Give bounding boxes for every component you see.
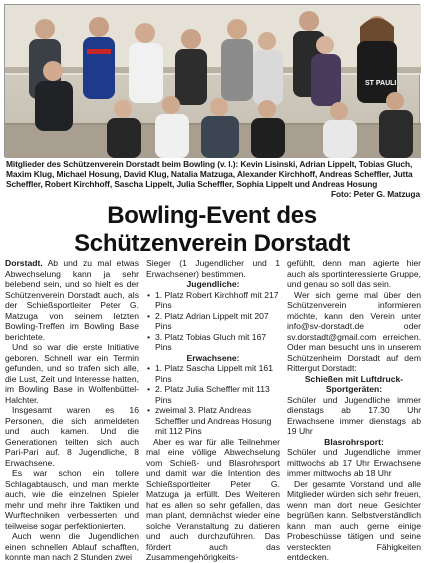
paragraph: gefühlt, denn man agierte hier auch als sportinteressierte Gruppe, und genau so soll das sein. [287, 258, 421, 289]
paragraph [5, 258, 139, 342]
ranking-item: • 2. Platz Julia Scheffler mit 113 Pins [146, 384, 280, 405]
group-photo-illustration [5, 5, 421, 158]
column-2 [146, 258, 280, 562]
headline-line-2: Schützenverein Dorstadt [74, 230, 350, 257]
subheading-erwachsene: Erwachsene: [186, 352, 240, 363]
subheading-jugendliche: Jugendliche: [186, 279, 240, 289]
paragraph: Schüler und Jugendliche immer mittwochs ab 17 Uhr Erwachsene immer mittwochs ab 18 Uhr [287, 447, 421, 478]
photo-credit: Foto: Peter G. Matzuga [331, 189, 420, 199]
dateline: Dorstadt. [5, 258, 43, 268]
paragraph: Und so war die erste Initiative geboren. Schnell war ein Termin gefunden, und so trafen sich alle, die Lust, Zeit und Interesse hatten, im Bowling Base in Wolfenbüttel-Halchter. [5, 342, 139, 405]
paragraph: Sieger (1 Jugendlicher und 1 Erwachsener) bestimmen. [146, 258, 280, 279]
column-3 [287, 258, 421, 562]
subheading-luftdruck: Schießen mit Luftdruck-Sportgeräten: [304, 373, 404, 394]
paragraph: Der gesamte Vorstand und alle Mitglieder würden sich sehr freuen, wenn man dort neue Gesichter begrüßen kann. Selbstverständlich kann man auch gerne einige Probeschüsse tätigen und seine versteckten Fähigkeiten entdecken. [287, 478, 421, 562]
caption-text: Mitglieder des Schützenverein Dorstadt beim Bowling (v. l.): Kevin Lisinski, Adrian Lippelt, Tobias Gluch, Maxim Klug, Michael Hosung, David Klug, Natalia Matzuga, Alexander Kirchhoff, Andreas Scheffler, Jutta Scheffler, Robert Kirchhoff, Sascha Lippelt, Julia Scheffler, Sophia Lippelt und Andreas Hosung [6, 159, 413, 189]
ranking-list-erwachsene [146, 363, 280, 437]
ranking-item: • 1. Platz Sascha Lippelt mit 161 Pins [146, 363, 280, 384]
group-photo [4, 4, 420, 157]
paragraph: Insgesamt waren es 16 Personen, die sich anmeldeten und auch kamen. Und die Generationen teilten sich auch Pari-Pari auf. 8 Jugendliche, 8 Erwachsene. [5, 405, 139, 468]
photo-caption [6, 159, 420, 199]
paragraph: Wer sich gerne mal über den Schützenverein informieren möchte, kann den Verein unter info@sv-dorstadt.de oder sv.dorstadt@gmail.com erreichen. Oder man besucht uns in unserem Schützenheim Dorstadt auf dem Rittergut Dorstadt: [287, 289, 421, 373]
ranking-item: • 1. Platz Robert Kirchhoff mit 217 Pins [146, 290, 280, 311]
article-body [5, 258, 421, 562]
paragraph: Es war schon ein tollere Schlagabtausch, und man merkte auch, wie die einzelnen Spieler mehr und mehr ihre Taktiken und Wurftechniken verbesserten und teilweise sogar perfektionierten. [5, 468, 139, 531]
paragraph-text: Ab und zu mal etwas Abwechselung kann ja sehr belebend sein, und so hielt es der Schützenverein Dorstadt auch, als der Schießsportleiter Peter G. Matzuga von seinem letzten Bowling-Treffen im Bowling Base berichtete. [5, 258, 139, 342]
paragraph: Aber es war für alle Teilnehmer mal eine völlige Abwechselung vom Schieß- und Blasrohrsport und damit war die Intention des Schießsportleiter Peter G. Matzuga ja erfüllt. Des Weiteren hat es allen so sehr gefallen, das man plant, demnächst wieder eine solche Veranstaltung zu datieren und auch durchzuführen. Das fördert auch das Zusammengehörigkeits- [146, 436, 280, 562]
ranking-item: • zweimal 3. Platz Andreas Scheffler und Andreas Hosung mit 112 Pins [146, 405, 280, 437]
headline-line-1: Bowling-Event des [107, 202, 317, 229]
article-headline [0, 202, 424, 258]
paragraph: Schüler und Jugendliche immer dienstags ab 17.30 Uhr Erwachsene immer dienstags ab 19 Uhr [287, 394, 421, 436]
svg-text:ST PAULI: ST PAULI [365, 80, 397, 87]
ranking-list-jugendliche [146, 290, 280, 353]
subheading-blasrohr: Blasrohrsport: [324, 436, 384, 447]
ranking-item: • 3. Platz Tobias Gluch mit 167 Pins [146, 332, 280, 353]
ranking-item: • 2. Platz Adrian Lippelt mit 207 Pins [146, 311, 280, 332]
paragraph: Auch wenn die Jugendlichen einen schnellen Ablauf schafften, konnte man nach 2 Stunden zwei [5, 531, 139, 562]
column-1 [5, 258, 139, 562]
